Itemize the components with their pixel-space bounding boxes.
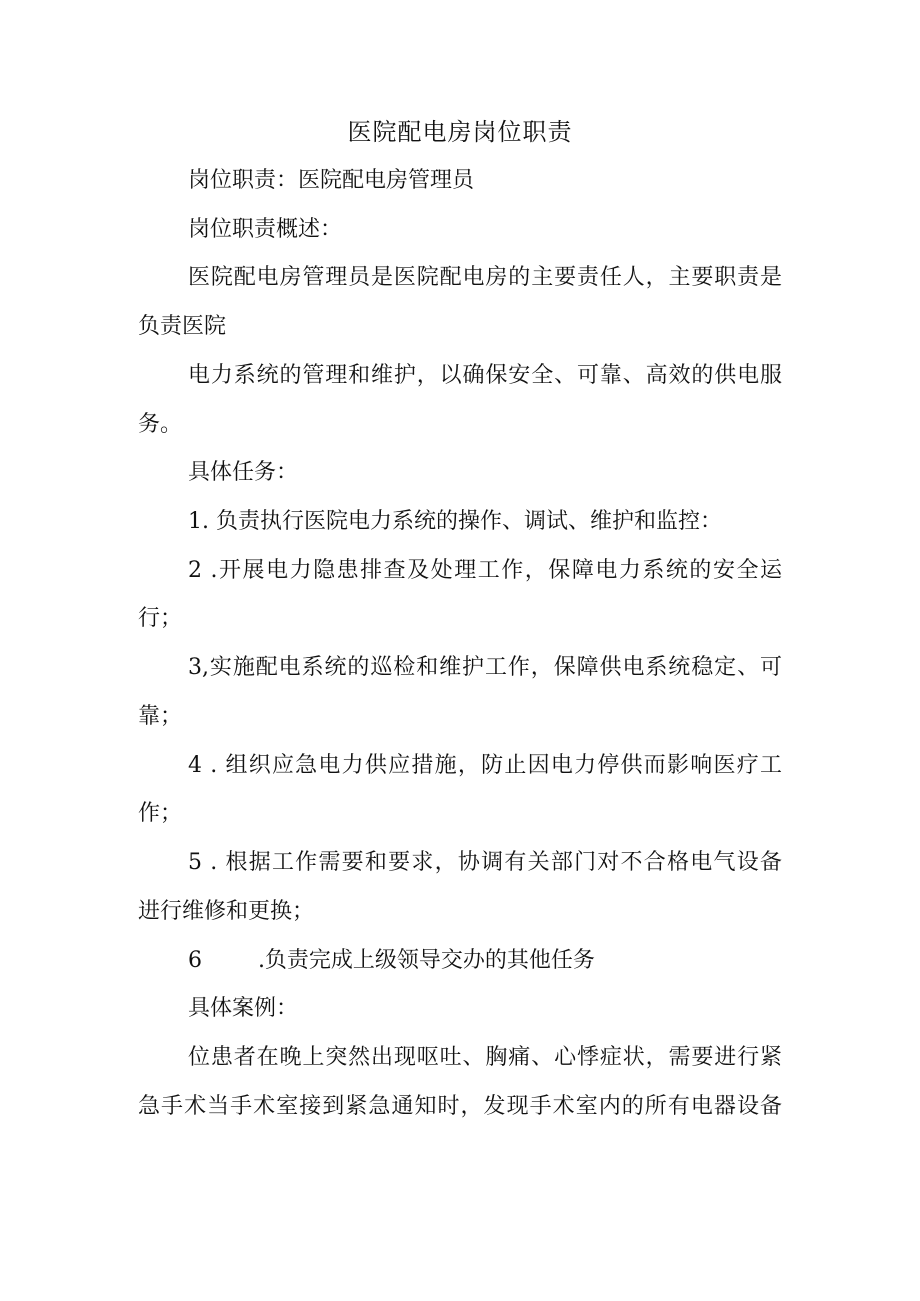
task-item-4-line-2: 作； (138, 801, 183, 826)
task-item-4-line-1: 4 . 组织应急电力供应措施，防止因电力停供而影响医疗工 (188, 753, 782, 778)
case-paragraph-line-1: 位患者在晚上突然出现呕吐、胸痛、心悸症状，需要进行紧 (188, 1045, 782, 1070)
tasks-heading: 具体任务： (188, 460, 299, 485)
overview-paragraph-line-2: 负责医院 (138, 314, 227, 339)
overview-heading: 岗位职责概述： (188, 217, 343, 242)
job-title-line: 岗位职责：医院配电房管理员 (188, 168, 475, 193)
document-title: 医院配电房岗位职责 (347, 118, 573, 146)
case-heading: 具体案例： (188, 996, 299, 1021)
task-item-2-line-1: 2 .开展电力隐患排查及处理工作，保障电力系统的安全运 (188, 558, 782, 583)
task-item-5-line-2: 进行维修和更换； (138, 899, 315, 924)
overview-paragraph-line-4: 务。 (138, 412, 183, 437)
case-paragraph-line-2: 急手术当手术室接到紧急通知时，发现手术室内的所有电器设备 (138, 1094, 782, 1119)
overview-paragraph-line-3: 电力系统的管理和维护，以确保安全、可靠、高效的供电服 (188, 363, 782, 388)
task-item-2-line-2: 行； (138, 606, 183, 631)
task-item-3-line-1: 3,实施配电系统的巡检和维护工作，保障供电系统稳定、可 (188, 655, 782, 680)
task-item-3-line-2: 靠； (138, 704, 183, 729)
overview-paragraph-line-1: 医院配电房管理员是医院配电房的主要责任人，主要职责是 (188, 265, 782, 290)
task-item-6: 6 .负责完成上级领导交办的其他任务 (188, 948, 595, 973)
task-item-1: 1. 负责执行医院电力系统的操作、调试、维护和监控： (188, 509, 722, 534)
task-item-5-line-1: 5 . 根据工作需要和要求，协调有关部门对不合格电气设备 (188, 850, 782, 875)
